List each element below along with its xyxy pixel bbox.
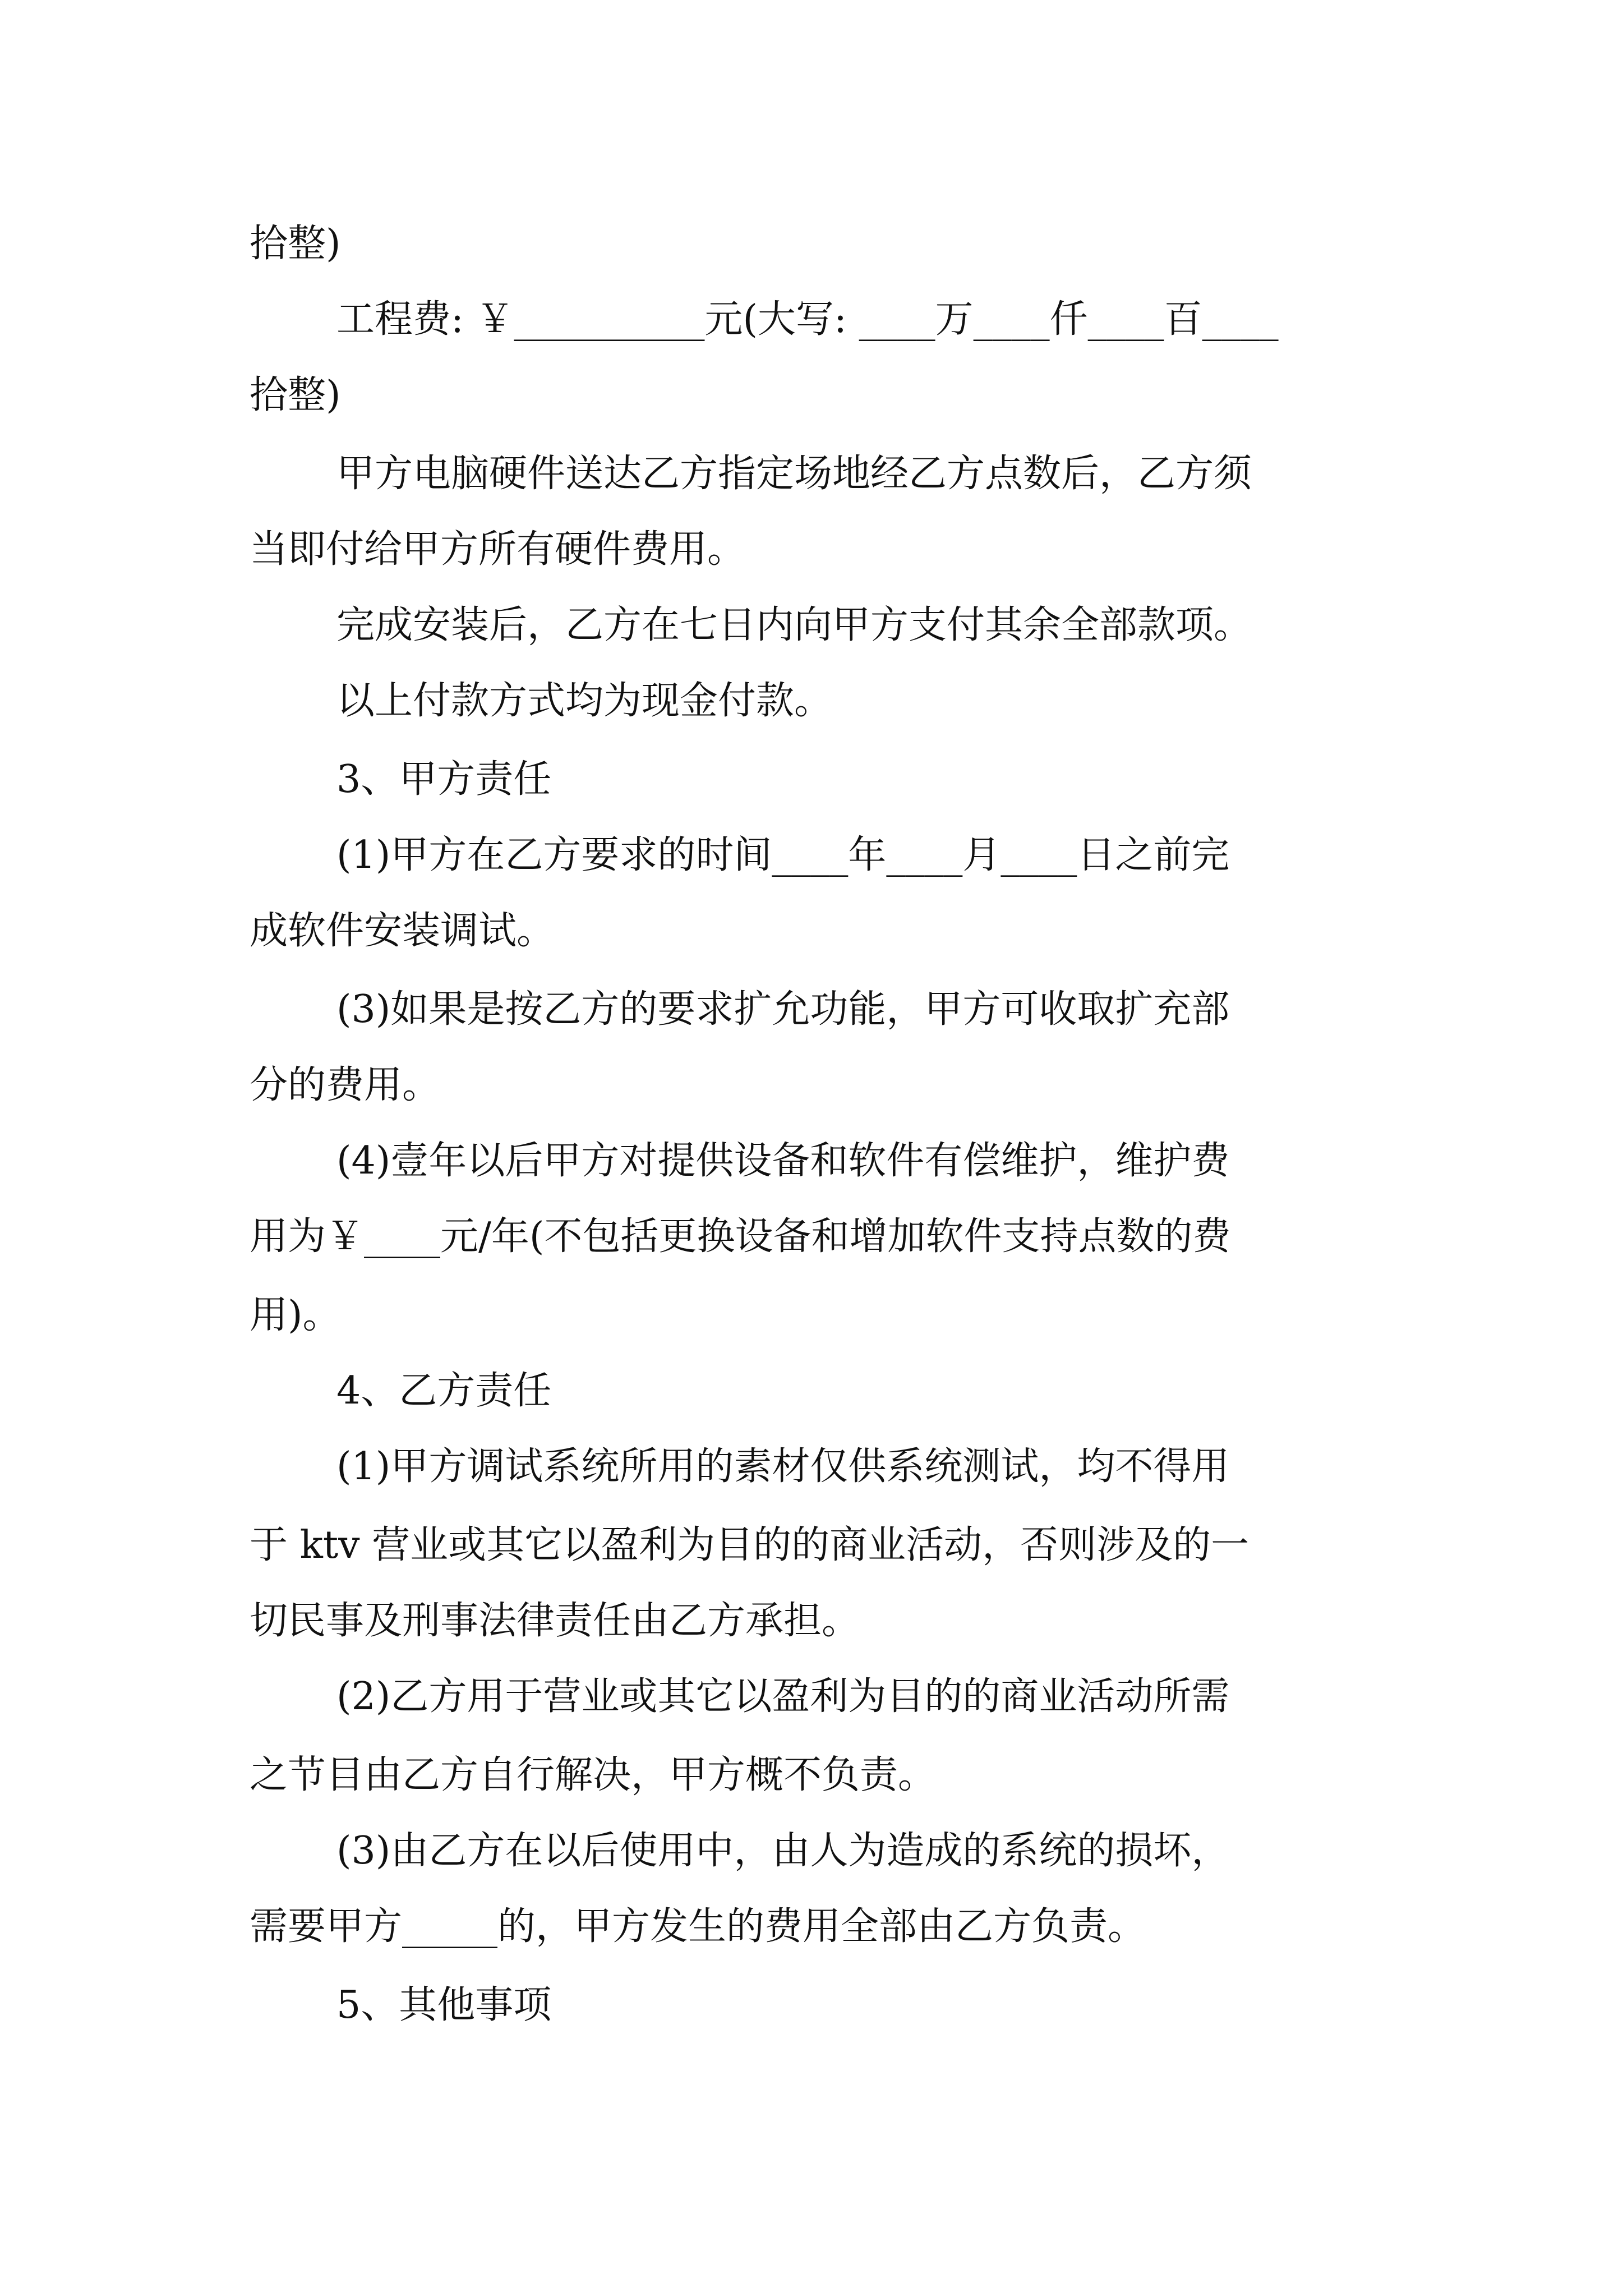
text-line-3: 拾整) <box>250 373 341 417</box>
text-line-20: (2)乙方用于营业或其它以盈利为目的的商业活动所需 <box>336 1674 1230 1719</box>
text-line-9: (1)甲方在乙方要求的时间____年____月____日之前完 <box>336 833 1230 877</box>
text-line-10: 成软件安装调试。 <box>250 909 555 953</box>
text-line-4: 甲方电脑硬件送达乙方指定场地经乙方点数后，乙方须 <box>336 452 1252 496</box>
text-line-6: 完成安装后，乙方在七日内向甲方支付其余全部款项。 <box>336 603 1252 647</box>
text-line-1: 拾整) <box>250 222 341 266</box>
text-line-21: 之节目由乙方自行解决，甲方概不负责。 <box>250 1753 937 1797</box>
text-line-17: (1)甲方调试系统所用的素材仅供系统测试，均不得用 <box>336 1444 1230 1489</box>
text-line-12: 分的费用。 <box>250 1063 441 1107</box>
text-line-11: (3)如果是按乙方的要求扩允功能，甲方可收取扩充部 <box>336 987 1230 1032</box>
text-line-19: 切民事及刑事法律责任由乙方承担。 <box>250 1599 860 1643</box>
text-line-13: (4)壹年以后甲方对提供设备和软件有偿维护，维护费 <box>336 1139 1230 1183</box>
text-line-22: (3)由乙方在以后使用中，由人为造成的系统的损坏， <box>336 1829 1230 1873</box>
section-heading-3: 3、甲方责任 <box>336 757 552 802</box>
text-line-7: 以上付款方式均为现金付款。 <box>336 679 833 723</box>
section-heading-5: 5、其他事项 <box>336 1983 552 2027</box>
section-heading-4: 4、乙方责任 <box>336 1369 552 1413</box>
text-line-23: 需要甲方_____的，甲方发生的费用全部由乙方负责。 <box>250 1904 1146 1949</box>
text-line-15: 用)。 <box>250 1293 341 1337</box>
text-line-2: 工程费: ￥__________元(大写: ____万____仟____百____ <box>336 297 1279 342</box>
text-line-14: 用为￥____元/年(不包括更换设备和增加软件支持点数的费 <box>250 1214 1231 1259</box>
text-line-5: 当即付给甲方所有硬件费用。 <box>250 527 746 572</box>
text-line-18: 于 ktv 营业或其它以盈利为目的的商业活动，否则涉及的一 <box>250 1523 1249 1567</box>
